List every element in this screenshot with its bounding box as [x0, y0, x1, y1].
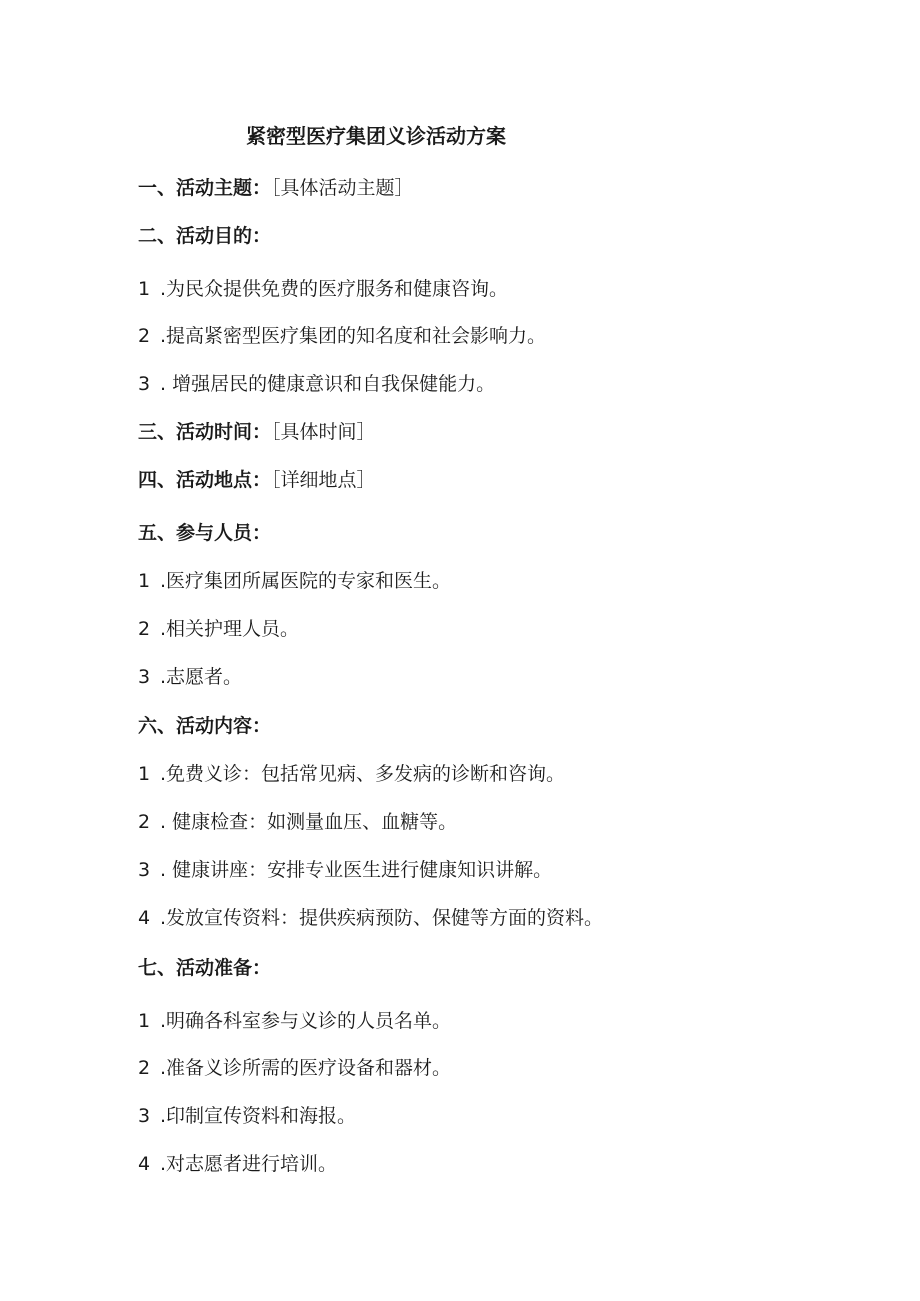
list-item-number: 4 — [138, 1153, 151, 1175]
list-item-number: 3 — [138, 666, 151, 688]
section-purpose-label: 二、活动目的： — [138, 225, 272, 247]
list-item-text: . 健康检查：如测量血压、血糖等。 — [160, 811, 458, 833]
list-item-text: .发放宣传资料：提供疾病预防、保健等方面的资料。 — [160, 907, 604, 929]
list-item-text: .相关护理人员。 — [160, 618, 300, 640]
list-item — [138, 615, 299, 643]
section-location-label: 四、活动地点： — [138, 469, 272, 491]
section-content-label: 六、活动内容： — [138, 715, 272, 737]
list-item-number: 3 — [138, 859, 151, 881]
section-content — [138, 712, 271, 740]
section-time-label: 三、活动时间： — [138, 421, 272, 443]
section-location — [138, 466, 376, 494]
section-location-value: ［详细地点］ — [271, 469, 376, 491]
list-item-number: 3 — [138, 1105, 151, 1127]
list-item — [138, 370, 495, 398]
list-item-number: 2 — [138, 618, 151, 640]
list-item — [138, 1054, 451, 1082]
list-item-text: .印制宣传资料和海报。 — [160, 1105, 357, 1127]
list-item — [138, 663, 242, 691]
section-time — [138, 418, 376, 446]
list-item — [138, 275, 508, 303]
list-item — [138, 856, 552, 884]
list-item-text: .提高紧密型医疗集团的知名度和社会影响力。 — [160, 325, 547, 347]
section-theme — [138, 174, 414, 202]
list-item-text: .对志愿者进行培训。 — [160, 1153, 338, 1175]
list-item — [138, 1102, 356, 1130]
list-item — [138, 760, 565, 788]
list-item-text: .免费义诊：包括常见病、多发病的诊断和咨询。 — [160, 763, 566, 785]
section-theme-value: ［具体活动主题］ — [271, 177, 414, 199]
list-item-number: 1 — [138, 278, 151, 300]
list-item-text: .医疗集团所属医院的专家和医生。 — [160, 570, 452, 592]
list-item-number: 2 — [138, 325, 151, 347]
list-item — [138, 808, 457, 836]
list-item — [138, 322, 546, 350]
list-item-number: 2 — [138, 811, 151, 833]
list-item-text: .为民众提供免费的医疗服务和健康咨询。 — [160, 278, 509, 300]
document-title: 紧密型医疗集团义诊活动方案 — [246, 124, 506, 148]
list-item — [138, 567, 451, 595]
section-preparation — [138, 954, 271, 982]
section-purpose — [138, 222, 271, 250]
list-item-text: . 健康讲座：安排专业医生进行健康知识讲解。 — [160, 859, 553, 881]
list-item-number: 3 — [138, 373, 151, 395]
section-participants — [138, 519, 271, 547]
list-item-number: 1 — [138, 570, 151, 592]
list-item-number: 4 — [138, 907, 151, 929]
list-item-text: . 增强居民的健康意识和自我保健能力。 — [160, 373, 496, 395]
list-item — [138, 1007, 451, 1035]
list-item-number: 1 — [138, 1010, 151, 1032]
section-participants-label: 五、参与人员： — [138, 522, 272, 544]
section-preparation-label: 七、活动准备： — [138, 957, 272, 979]
list-item-number: 1 — [138, 763, 151, 785]
list-item-text: .志愿者。 — [160, 666, 243, 688]
section-time-value: ［具体时间］ — [271, 421, 376, 443]
list-item — [138, 1150, 337, 1178]
list-item-number: 2 — [138, 1057, 151, 1079]
list-item-text: .准备义诊所需的医疗设备和器材。 — [160, 1057, 452, 1079]
list-item — [138, 904, 603, 932]
section-theme-label: 一、活动主题： — [138, 177, 272, 199]
list-item-text: .明确各科室参与义诊的人员名单。 — [160, 1010, 452, 1032]
